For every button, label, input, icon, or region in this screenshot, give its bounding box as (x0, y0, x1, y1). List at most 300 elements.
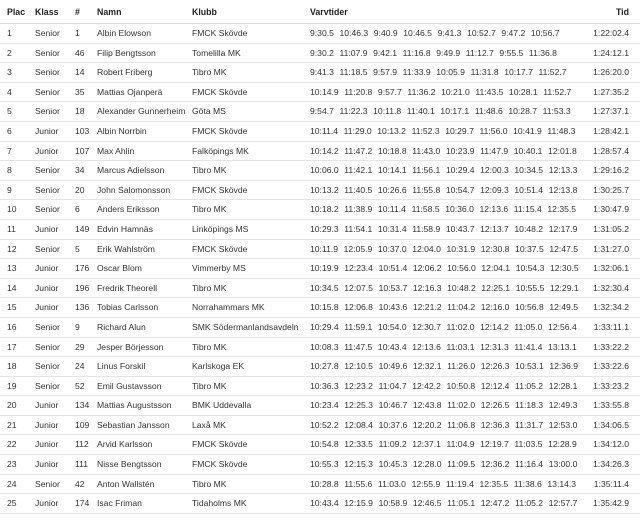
lap-time: 10:11.8 (373, 106, 402, 117)
lap-time: 12:01.8 (548, 145, 577, 156)
lap-times-cell (310, 279, 584, 298)
name-cell: Albin Elowson (97, 28, 151, 38)
lap-time: 12:23.4 (344, 263, 373, 274)
plac-cell: 15 (7, 302, 17, 313)
lap-time: 10:17.1 (440, 106, 470, 117)
lap-time: 11:58.9 (412, 223, 441, 234)
klass-cell: Senior (35, 106, 60, 117)
number-cell: 46 (75, 47, 85, 58)
klass-cell: Junior (35, 125, 59, 136)
table-row (0, 318, 640, 338)
lap-time: 11:43.0 (412, 145, 441, 156)
number-cell: 42 (75, 478, 85, 489)
lap-time: 12:55.9 (411, 478, 441, 489)
lap-time: 12:08.4 (344, 419, 373, 430)
lap-time: 12:13.6 (412, 341, 441, 352)
lap-time: 10:31.9 (446, 243, 476, 254)
lap-time: 12:56.4 (548, 321, 577, 332)
table-row (0, 279, 640, 299)
klass-cell: Senior (35, 184, 60, 195)
number-cell: 176 (75, 263, 90, 274)
lap-time: 10:37.0 (377, 243, 407, 254)
lap-time: 10:56.0 (447, 263, 476, 274)
table-row (0, 220, 640, 240)
lap-time: 10:14.1 (377, 165, 407, 176)
lap-time: 10:52.7 (467, 28, 496, 38)
club-cell: Karlskoga EK (192, 361, 245, 372)
table-row (0, 161, 640, 181)
lap-time: 10:13.2 (377, 125, 406, 136)
klass-cell: Senior (35, 165, 60, 176)
lap-time: 12:26.5 (480, 400, 510, 411)
lap-time: 11:29.0 (343, 125, 372, 136)
lap-time: 12:16.0 (480, 302, 510, 313)
total-time-cell: 1:30:25.7 (593, 184, 629, 195)
lap-time: 11:52.7 (538, 67, 567, 78)
klass-cell: Senior (35, 380, 60, 391)
lap-time: 11:05.2 (515, 380, 544, 391)
lap-time: 10:36.0 (445, 204, 474, 215)
club-cell: Tibro MK (192, 282, 227, 293)
name-cell: Arvid Karlsson (97, 439, 153, 450)
klass-cell: Junior (35, 459, 59, 470)
lap-times-cell (310, 181, 583, 200)
klass-cell: Senior (35, 341, 60, 352)
total-time-cell: 1:34:06.5 (593, 419, 629, 430)
lap-times-cell (310, 200, 582, 219)
lap-time: 12:13.7 (480, 223, 509, 234)
lap-time: 12:05.9 (343, 243, 373, 254)
lap-time: 10:54.0 (377, 321, 407, 332)
lap-time: 9:57.9 (373, 67, 398, 78)
lap-times-cell (310, 357, 584, 376)
club-cell: FMCK Skövde (192, 86, 248, 97)
klass-cell: Senior (35, 204, 60, 215)
lap-time: 12:13.6 (479, 204, 509, 215)
header-tid[interactable]: Tid (615, 7, 629, 17)
plac-cell: 9 (7, 184, 12, 195)
plac-cell: 24 (7, 478, 17, 489)
lap-time: 12:42.2 (412, 380, 441, 391)
plac-cell: 4 (7, 86, 12, 97)
name-cell: Albin Norrbin (97, 125, 147, 136)
lap-time: 11:06.8 (447, 419, 476, 430)
table-row (0, 24, 640, 44)
klass-cell: Senior (35, 478, 60, 489)
lap-time: 11:47.5 (344, 341, 373, 352)
club-cell: Tidaholms MK (192, 498, 247, 509)
table-row (0, 63, 640, 83)
plac-cell: 7 (7, 145, 12, 156)
number-cell: 29 (75, 341, 85, 352)
lap-time: 10:23.4 (310, 400, 339, 411)
table-row (0, 494, 640, 514)
lap-time: 11:58.5 (411, 204, 440, 215)
lap-times-cell (310, 494, 583, 513)
klass-cell: Junior (35, 223, 59, 234)
lap-time: 12:36.9 (549, 361, 579, 372)
lap-time: 12:06.2 (412, 263, 442, 274)
plac-cell: 20 (7, 400, 17, 411)
header-varvtider[interactable]: Varvtider (310, 7, 348, 17)
name-cell: Oscar Blom (97, 263, 142, 274)
name-cell: Edvin Hamnäs (97, 223, 153, 234)
lap-time: 10:08.3 (310, 341, 339, 352)
lap-time: 10:48.2 (514, 223, 544, 234)
table-row (0, 83, 640, 103)
lap-time: 12:19.7 (480, 439, 509, 450)
lap-time: 11:54.1 (344, 223, 373, 234)
club-cell: Göta MS (192, 106, 226, 117)
klass-cell: Senior (35, 243, 60, 254)
lap-time: 11:15.4 (513, 204, 542, 215)
lap-time: 11:33.9 (402, 67, 431, 78)
plac-cell: 1 (7, 28, 12, 38)
number-cell: 5 (75, 243, 80, 254)
plac-cell: 10 (7, 204, 17, 215)
lap-time: 11:03.1 (446, 341, 475, 352)
lap-time: 10:51.4 (378, 263, 408, 274)
klass-cell: Junior (35, 400, 59, 411)
total-time-cell: 1:33:22.2 (593, 341, 629, 352)
total-time-cell: 1:31:27.0 (593, 243, 629, 254)
lap-time: 10:14.2 (310, 145, 339, 156)
lap-time: 10:29.4 (445, 165, 475, 176)
number-cell: 9 (75, 321, 80, 332)
lap-time: 11:05.2 (515, 498, 544, 509)
lap-time: 12:49.3 (548, 400, 578, 411)
lap-time: 11:31.7 (515, 419, 544, 430)
lap-time: 10:49.6 (378, 361, 408, 372)
name-cell: Linus Forskil (97, 361, 146, 372)
lap-time: 11:40.5 (344, 184, 373, 195)
lap-time: 11:56.1 (412, 165, 441, 176)
lap-time: 12:25.1 (481, 282, 511, 293)
lap-time: 12:47.5 (549, 243, 579, 254)
table-row (0, 338, 640, 358)
lap-time: 10:31.4 (377, 223, 407, 234)
lap-time: 10:48.2 (447, 282, 476, 293)
lap-time: 11:43.5 (475, 86, 504, 97)
lap-time: 10:43.4 (377, 341, 407, 352)
name-cell: Emil Gustavsson (97, 380, 162, 391)
number-cell: 134 (75, 400, 90, 411)
lap-time: 11:42.1 (344, 165, 373, 176)
lap-time: 10:43.6 (378, 302, 408, 313)
lap-time: 13:00.0 (548, 459, 578, 470)
name-cell: Mattias Augustsson (97, 400, 172, 411)
lap-time: 12:35.5 (547, 204, 577, 215)
lap-time: 11:03.5 (514, 439, 543, 450)
klass-cell: Senior (35, 361, 60, 372)
lap-time: 10:41.9 (513, 125, 542, 136)
lap-time: 10:56.8 (515, 302, 544, 313)
plac-cell: 14 (7, 282, 17, 293)
plac-cell: 23 (7, 459, 17, 470)
lap-time: 10:14.9 (310, 86, 339, 97)
club-cell: Tomelilla MK (192, 47, 241, 58)
table-row (0, 357, 640, 377)
number-cell: 136 (75, 302, 90, 313)
lap-time: 10:54.7 (445, 184, 475, 195)
total-time-cell: 1:29:16.2 (593, 165, 629, 176)
lap-time: 10:34.5 (310, 282, 339, 293)
lap-time: 12:31.3 (480, 341, 509, 352)
club-cell: Vimmerby MS (192, 263, 246, 274)
name-cell: Richard Alun (97, 321, 146, 332)
plac-cell: 11 (7, 223, 16, 234)
lap-time: 10:11.4 (310, 125, 339, 136)
klass-cell: Junior (35, 419, 59, 430)
klass-cell: Junior (35, 282, 59, 293)
lap-time: 10:58.9 (378, 498, 408, 509)
lap-time: 12:46.5 (412, 498, 442, 509)
plac-cell: 12 (7, 243, 17, 254)
plac-cell: 6 (7, 125, 12, 136)
lap-times-cell (310, 83, 577, 102)
number-cell: 103 (75, 125, 90, 136)
club-cell: FMCK Skövde (192, 459, 248, 470)
lap-time: 11:04.7 (378, 380, 407, 391)
lap-time: 10:23.9 (445, 145, 475, 156)
number-cell: 107 (75, 145, 90, 156)
lap-time: 11:02.0 (447, 400, 476, 411)
lap-time: 11:48.3 (547, 125, 576, 136)
club-cell: FMCK Skövde (192, 125, 248, 136)
lap-time: 11:16.8 (402, 47, 431, 58)
lap-time: 11:05.0 (514, 321, 543, 332)
lap-time: 9:40.9 (373, 28, 398, 38)
lap-time: 10:55.5 (515, 282, 545, 293)
lap-times-cell (310, 240, 584, 259)
klass-cell: Junior (35, 439, 59, 450)
lap-time: 9:42.1 (373, 47, 398, 58)
lap-time: 12:13.8 (548, 184, 578, 195)
lap-time: 11:55.6 (344, 478, 373, 489)
lap-times-cell (310, 44, 563, 63)
lap-time: 10:11.9 (310, 243, 339, 254)
lap-time: 10:43.7 (445, 223, 475, 234)
lap-times-cell (310, 259, 584, 278)
number-cell: 34 (75, 165, 85, 176)
lap-time: 12:17.9 (548, 223, 578, 234)
lap-time: 12:20.2 (412, 419, 442, 430)
number-cell: 14 (75, 67, 85, 78)
total-time-cell: 1:22:02.4 (593, 28, 629, 38)
lap-times-cell (310, 24, 565, 43)
total-time-cell: 1:34:26.3 (593, 459, 629, 470)
lap-time: 12:28.9 (548, 439, 577, 450)
klass-cell: Senior (35, 321, 60, 332)
lap-time: 12:25.3 (344, 400, 373, 411)
lap-time: 11:22.3 (339, 106, 368, 117)
lap-times-cell (310, 161, 583, 180)
lap-times-cell (310, 142, 582, 161)
lap-time: 12:23.2 (344, 380, 373, 391)
lap-times-cell (310, 122, 581, 141)
lap-times-cell (310, 318, 582, 337)
total-time-cell: 1:30:47.9 (593, 204, 629, 215)
number-cell: 1 (75, 28, 80, 38)
lap-times-cell (310, 377, 583, 396)
lap-time: 12:12.4 (480, 380, 510, 391)
header-namn[interactable]: Namn (97, 7, 122, 17)
lap-times-cell (310, 298, 584, 317)
total-time-cell: 1:33:11.1 (593, 321, 629, 332)
header-number[interactable]: # (75, 7, 80, 17)
lap-time: 11:38.6 (513, 478, 542, 489)
lap-time: 9:30.2 (310, 47, 334, 58)
lap-times-cell (310, 63, 572, 82)
lap-time: 10:53.7 (378, 282, 408, 293)
lap-time: 10:34.5 (514, 165, 544, 176)
lap-time: 10:51.4 (514, 184, 544, 195)
club-cell: Tibro MK (192, 67, 227, 78)
lap-time: 10:18.2 (310, 204, 339, 215)
lap-time: 11:18.5 (339, 67, 368, 78)
name-cell: Tobias Carlsson (97, 302, 159, 313)
lap-time: 12:15.3 (344, 459, 373, 470)
lap-time: 10:36.3 (310, 380, 339, 391)
lap-time: 10:17.7 (504, 67, 533, 78)
lap-time: 12:30.8 (480, 243, 510, 254)
name-cell: Jesper Börjesson (97, 341, 164, 352)
table-row (0, 396, 640, 416)
name-cell: Marcus Adielsson (97, 165, 165, 176)
header-klass[interactable]: Klass (35, 7, 59, 17)
lap-time: 9:41.3 (437, 28, 462, 38)
name-cell: Nisse Bengtsson (97, 459, 162, 470)
name-cell: Filip Bengtsson (97, 47, 156, 58)
lap-time: 11:03.0 (377, 478, 406, 489)
lap-times-cell (310, 455, 583, 474)
lap-time: 12:04.0 (412, 243, 441, 254)
lap-time: 10:19.9 (310, 263, 339, 274)
number-cell: 111 (75, 459, 89, 470)
lap-time: 9:30.5 (310, 28, 334, 38)
total-time-cell: 1:33:55.8 (593, 400, 629, 411)
lap-time: 10:27.8 (310, 361, 339, 372)
klass-cell: Junior (35, 302, 59, 313)
lap-time: 10:54.3 (515, 263, 545, 274)
table-row (0, 181, 640, 201)
lap-time: 11:26.0 (447, 361, 476, 372)
lap-time: 10:28.8 (310, 478, 339, 489)
lap-time: 11:20.8 (344, 86, 373, 97)
plac-cell: 22 (7, 439, 17, 450)
lap-time: 11:47.2 (344, 145, 373, 156)
lap-time: 13:14.3 (547, 478, 577, 489)
plac-cell: 3 (7, 67, 12, 78)
lap-time: 9:47.2 (501, 28, 526, 38)
table-row (0, 298, 640, 318)
plac-cell: 21 (7, 419, 17, 430)
lap-time: 10:21.0 (441, 86, 470, 97)
name-cell: John Salomonsson (97, 184, 171, 195)
lap-time: 10:29.4 (310, 321, 339, 332)
table-header (0, 0, 640, 24)
lap-time: 11:41.4 (514, 341, 543, 352)
lap-time: 12:29.1 (549, 282, 579, 293)
lap-time: 12:07.5 (344, 282, 373, 293)
lap-time: 12:09.3 (480, 184, 509, 195)
header-klubb[interactable]: Klubb (192, 7, 217, 17)
klass-cell: Senior (35, 28, 60, 38)
name-cell: Max Ahlin (97, 145, 135, 156)
lap-time: 10:37.6 (378, 419, 408, 430)
lap-time: 11:38.9 (344, 204, 373, 215)
lap-time: 12:36.3 (480, 419, 510, 430)
club-cell: Linköpings MS (192, 223, 249, 234)
lap-time: 11:36.2 (407, 86, 436, 97)
plac-cell: 5 (7, 106, 12, 117)
lap-time: 11:52.3 (411, 125, 440, 136)
lap-time: 12:14.2 (480, 321, 509, 332)
number-cell: 24 (75, 361, 85, 372)
lap-time: 10:28.7 (508, 106, 538, 117)
lap-time: 10:18.8 (377, 145, 407, 156)
table-row (0, 142, 640, 162)
club-cell: FMCK Skövde (192, 439, 248, 450)
table-row (0, 435, 640, 455)
table-row (0, 455, 640, 475)
lap-time: 12:00.3 (480, 165, 509, 176)
total-time-cell: 1:33:23.2 (593, 380, 629, 391)
lap-time: 12:57.7 (548, 498, 578, 509)
club-cell: Tibro MK (192, 165, 227, 176)
lap-time: 9:54.7 (310, 106, 334, 117)
lap-time: 11:04.9 (446, 439, 475, 450)
lap-time: 13:13.1 (548, 341, 577, 352)
total-time-cell: 1:34:12.0 (593, 439, 629, 450)
number-cell: 149 (75, 223, 90, 234)
header-plac[interactable]: Plac (7, 7, 26, 17)
lap-time: 11:31.8 (470, 67, 499, 78)
lap-time: 11:16.4 (515, 459, 544, 470)
lap-times-cell (310, 396, 583, 415)
lap-time: 11:48.6 (474, 106, 503, 117)
klass-cell: Senior (35, 67, 60, 78)
club-cell: FMCK Skövde (192, 28, 248, 38)
lap-time: 10:43.4 (310, 498, 339, 509)
total-time-cell: 1:28:42.1 (593, 125, 629, 136)
plac-cell: 18 (7, 361, 17, 372)
lap-time: 10:56.7 (530, 28, 560, 38)
lap-time: 11:02.0 (446, 321, 475, 332)
number-cell: 109 (75, 419, 90, 430)
lap-time: 10:45.3 (378, 459, 408, 470)
name-cell: Sebastian Jansson (97, 419, 170, 430)
lap-time: 11:19.4 (445, 478, 474, 489)
table-row (0, 122, 640, 142)
lap-times-cell (310, 435, 582, 454)
lap-time: 11:56.0 (479, 125, 508, 136)
lap-times-cell (310, 338, 582, 357)
lap-time: 12:21.2 (412, 302, 442, 313)
total-time-cell: 1:24:12.1 (593, 47, 629, 58)
total-time-cell: 1:33:22.6 (593, 361, 629, 372)
table-row (0, 200, 640, 220)
lap-time: 9:41.3 (310, 67, 334, 78)
lap-time: 10:54.8 (310, 439, 339, 450)
lap-time: 11:53.3 (542, 106, 571, 117)
name-cell: Anders Eriksson (97, 204, 160, 215)
table-row (0, 416, 640, 436)
klass-cell: Senior (35, 86, 60, 97)
number-cell: 196 (75, 282, 90, 293)
total-time-cell: 1:28:57.4 (593, 145, 629, 156)
lap-time: 10:26.6 (377, 184, 407, 195)
